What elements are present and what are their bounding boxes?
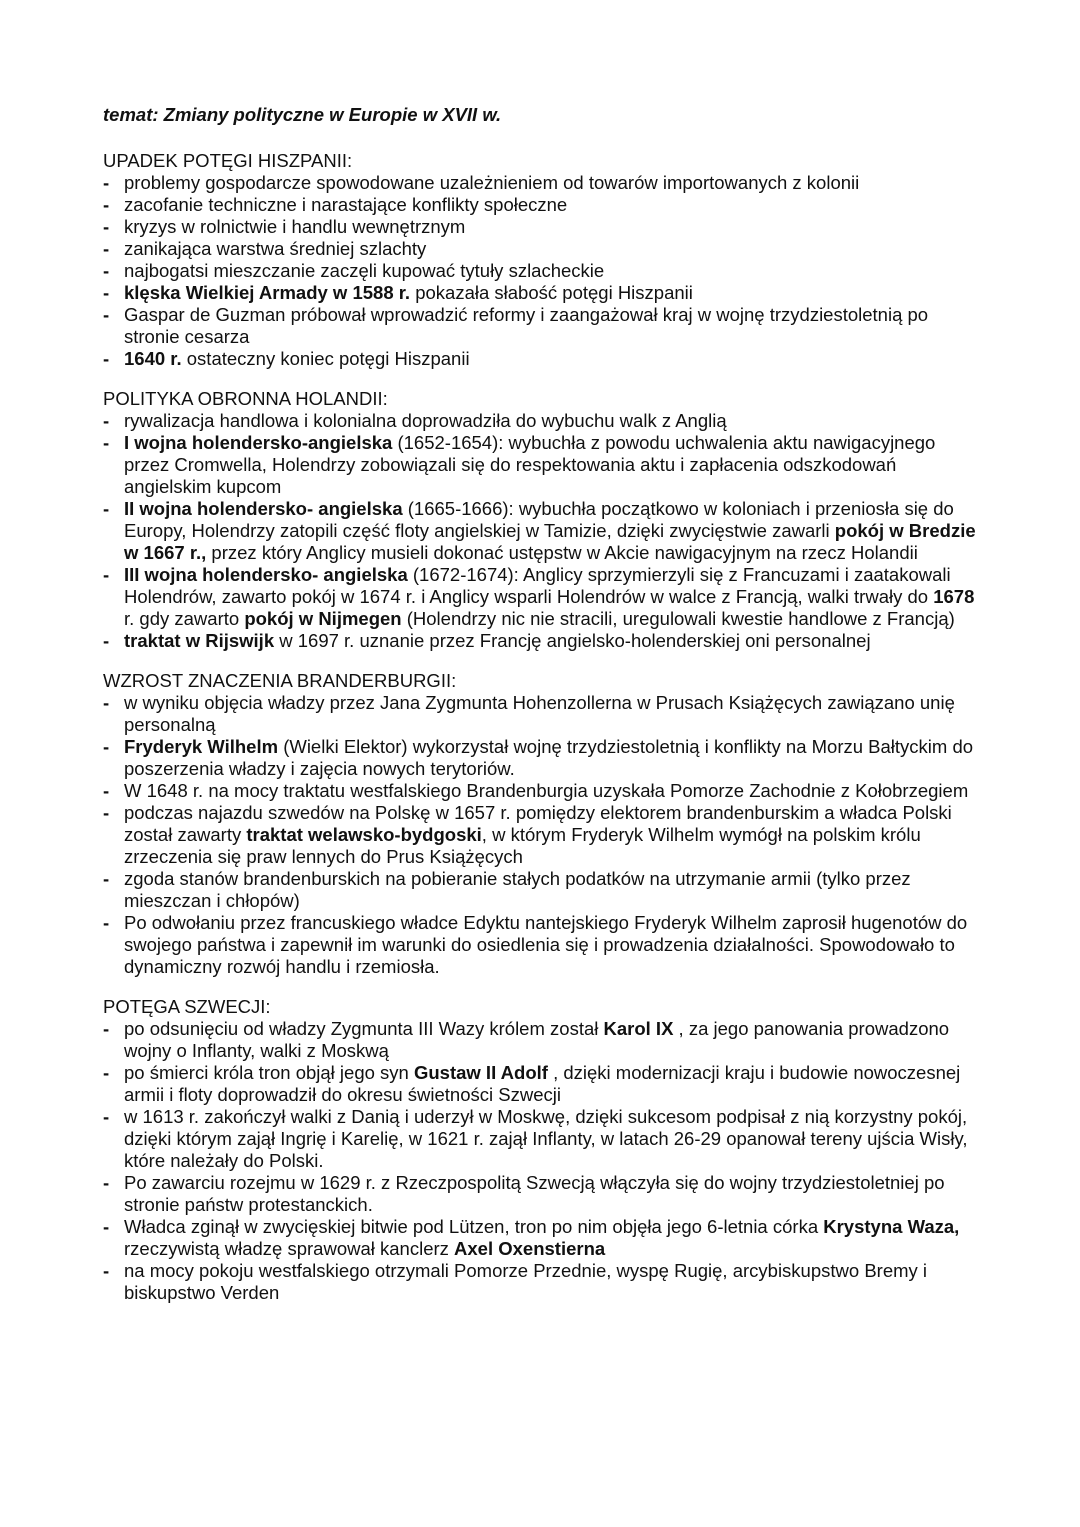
list-item — [103, 1216, 983, 1260]
list-item — [103, 348, 983, 370]
list-item — [103, 630, 983, 652]
text-segment: przez który Anglicy musieli dokonać ustępstw w Akcie nawigacyjnym na rzecz Holandii — [206, 542, 918, 563]
bold-text: III wojna holendersko- angielska — [124, 564, 408, 585]
bold-text: pokój w Nijmegen — [244, 608, 402, 629]
list-item — [103, 692, 983, 736]
text-segment: w 1697 r. uznanie przez Francję angielsko-holenderskiej oni personalnej — [274, 630, 871, 651]
list-item — [103, 410, 983, 432]
text-segment: , za jego panowania prowadzono wojny o Inflanty, walki z Moskwą — [124, 1018, 950, 1061]
bold-text: II wojna holendersko- angielska — [124, 498, 403, 519]
sections-container — [103, 150, 983, 1304]
bold-text: 1678 — [933, 586, 975, 607]
text-segment: w wyniku objęcia władzy przez Jana Zygmunta Hohenzollerna w Prusach Książęcych zawiązano unię personalną — [124, 692, 955, 735]
text-segment: , dzięki modernizacji kraju i budowie nowoczesnej armii i floty doprowadził do okresu świetności Szwecji — [124, 1062, 961, 1105]
list-item — [103, 432, 983, 498]
document-page — [103, 104, 983, 1322]
text-segment: pokazała słabość potęgi Hiszpanii — [410, 282, 693, 303]
text-segment: Władca zginął w zwycięskiej bitwie pod Lützen, tron po nim objęła jego 6-letnia córka — [124, 1216, 824, 1237]
text-segment: problemy gospodarcze spowodowane uzależnieniem od towarów importowanych z kolonii — [124, 172, 860, 193]
list-item — [103, 868, 983, 912]
text-segment: kryzys w rolnictwie i handlu wewnętrznym — [124, 216, 466, 237]
bold-text: Gustaw II Adolf — [413, 1062, 548, 1083]
text-segment: po odsunięciu od władzy Zygmunta III Wazy królem został — [124, 1018, 604, 1039]
bold-text: Axel Oxenstierna — [454, 1238, 606, 1259]
list-item — [103, 194, 983, 216]
list-item — [103, 216, 983, 238]
text-segment: najbogatsi mieszczanie zaczęli kupować tytuły szlacheckie — [124, 260, 605, 281]
list-item — [103, 1172, 983, 1216]
text-segment: podczas najazdu szwedów na Polskę w 1657 r. pomiędzy elektorem brandenburskim a władca Polski został zawarty — [124, 802, 952, 845]
bold-text: traktat welawsko-bydgoski — [246, 824, 482, 845]
bold-text: traktat w Rijswijk — [124, 630, 275, 651]
list-item — [103, 780, 983, 802]
text-segment: (Wielki Elektor) wykorzystał wojnę trzydziestoletnią i konflikty na Morzu Bałtyckim do poszerzenia władzy i zajęcia nowych terytoriów. — [124, 736, 974, 779]
text-segment: Po odwołaniu przez francuskiego władce Edyktu nantejskiego Fryderyk Wilhelm zaprosił hugenotów do swojego państwa i zapewnił im warunki do osiedlenia się i prowadzenia działalności. Spowodowało to dynamiczny rozwój handlu i rzemiosła. — [124, 912, 968, 977]
section-heading: POLITYKA OBRONNA HOLANDII: — [103, 388, 388, 409]
list-item — [103, 238, 983, 260]
list-item — [103, 498, 983, 564]
list-item — [103, 172, 983, 194]
text-segment: ostateczny koniec potęgi Hiszpanii — [181, 348, 470, 369]
list-item — [103, 802, 983, 868]
section — [103, 996, 983, 1304]
text-segment: zanikająca warstwa średniej szlachty — [124, 238, 427, 259]
list-item — [103, 304, 983, 348]
text-segment: (1672-1674): Anglicy sprzymierzyli się z Francuzami i zaatakowali Holendrów, zawarto pokój w 1674 r. i Anglicy wsparli Holendrów w walce z Francją, walki trwały do — [124, 564, 951, 607]
text-segment: zacofanie techniczne i narastające konflikty społeczne — [124, 194, 568, 215]
text-segment: W 1648 r. na mocy traktatu westfalskiego Brandenburgia uzyskała Pomorze Zachodnie z Kołobrzegiem — [124, 780, 969, 801]
bold-text: Karol IX — [603, 1018, 674, 1039]
text-segment: po śmierci króla tron objął jego syn — [124, 1062, 414, 1083]
list-item — [103, 1018, 983, 1062]
bold-text: Krystyna Waza, — [823, 1216, 960, 1237]
list-item — [103, 564, 983, 630]
text-segment: (Holendrzy nic nie stracili, uregulowali kwestie handlowe z Francją) — [401, 608, 955, 629]
list-item — [103, 1062, 983, 1106]
text-segment: Gaspar de Guzman próbował wprowadzić reformy i zaangażował kraj w wojnę trzydziestoletnią po stronie cesarza — [124, 304, 929, 347]
text-segment: zgoda stanów brandenburskich na pobieranie stałych podatków na utrzymanie armii (tylko przez mieszczan i chłopów) — [124, 868, 911, 911]
list-item — [103, 912, 983, 978]
text-segment: Po zawarciu rozejmu w 1629 r. z Rzeczpospolitą Szwecją włączyła się do wojny trzydziestoletniej po stronie państw protestanckich. — [124, 1172, 945, 1215]
text-segment: (1665-1666): wybuchła początkowo w koloniach i przeniosła się do Europy, Holendrzy zatopili część floty angielskiej w Tamizie, dzięki zwycięstwie zawarli — [124, 498, 954, 541]
text-segment: rywalizacja handlowa i kolonialna doprowadziła do wybuchu walk z Anglią — [124, 410, 727, 431]
section-heading: POTĘGA SZWECJI: — [103, 996, 271, 1017]
list-item — [103, 282, 983, 304]
text-segment: na mocy pokoju westfalskiego otrzymali Pomorze Przednie, wyspę Rugię, arcybiskupstwo Bremy i biskupstwo Verden — [124, 1260, 928, 1303]
bold-text: 1640 r. — [124, 348, 182, 369]
section — [103, 670, 983, 978]
text-segment: rzeczywistą władzę sprawował kanclerz — [124, 1238, 455, 1259]
text-segment: w 1613 r. zakończył walki z Danią i uderzył w Moskwę, dzięki sukcesom podpisał z nią korzystny pokój, dzięki którym zajął Ingrię i Karelię, w 1621 r. zajął Inflanty, w latach 26-29 opanował tereny ujścia Wisły, które należały do Polski. — [124, 1106, 968, 1171]
bold-text: I wojna holendersko-angielska — [124, 432, 393, 453]
text-segment: (1652-1654): wybuchła z powodu uchwalenia aktu nawigacyjnego przez Cromwella, Holendrzy zobowiązali się do respektowania aktu i zapłacenia odszkodowań angielskim kupcom — [124, 432, 936, 497]
list-item — [103, 260, 983, 282]
section-heading: WZROST ZNACZENIA BRANDERBURGII: — [103, 670, 457, 691]
bold-text: pokój w Bredzie w 1667 r., — [124, 520, 976, 563]
text-segment: , w którym Fryderyk Wilhelm wymógł na polskim królu zrzeczenia się praw lennych do Prus Książęcych — [124, 824, 921, 867]
list-item — [103, 1106, 983, 1172]
section-heading: UPADEK POTĘGI HISZPANII: — [103, 150, 353, 171]
bullet-list — [103, 1018, 983, 1304]
list-item — [103, 736, 983, 780]
text-segment: r. gdy zawarto — [124, 608, 245, 629]
bullet-list — [103, 410, 983, 652]
bullet-list — [103, 172, 983, 370]
section — [103, 150, 983, 370]
list-item — [103, 1260, 983, 1304]
bullet-list — [103, 692, 983, 978]
bold-text: klęska Wielkiej Armady w 1588 r. — [124, 282, 411, 303]
document-title: temat: Zmiany polityczne w Europie w XVII w. — [103, 104, 502, 125]
section — [103, 388, 983, 652]
bold-text: Fryderyk Wilhelm — [124, 736, 279, 757]
